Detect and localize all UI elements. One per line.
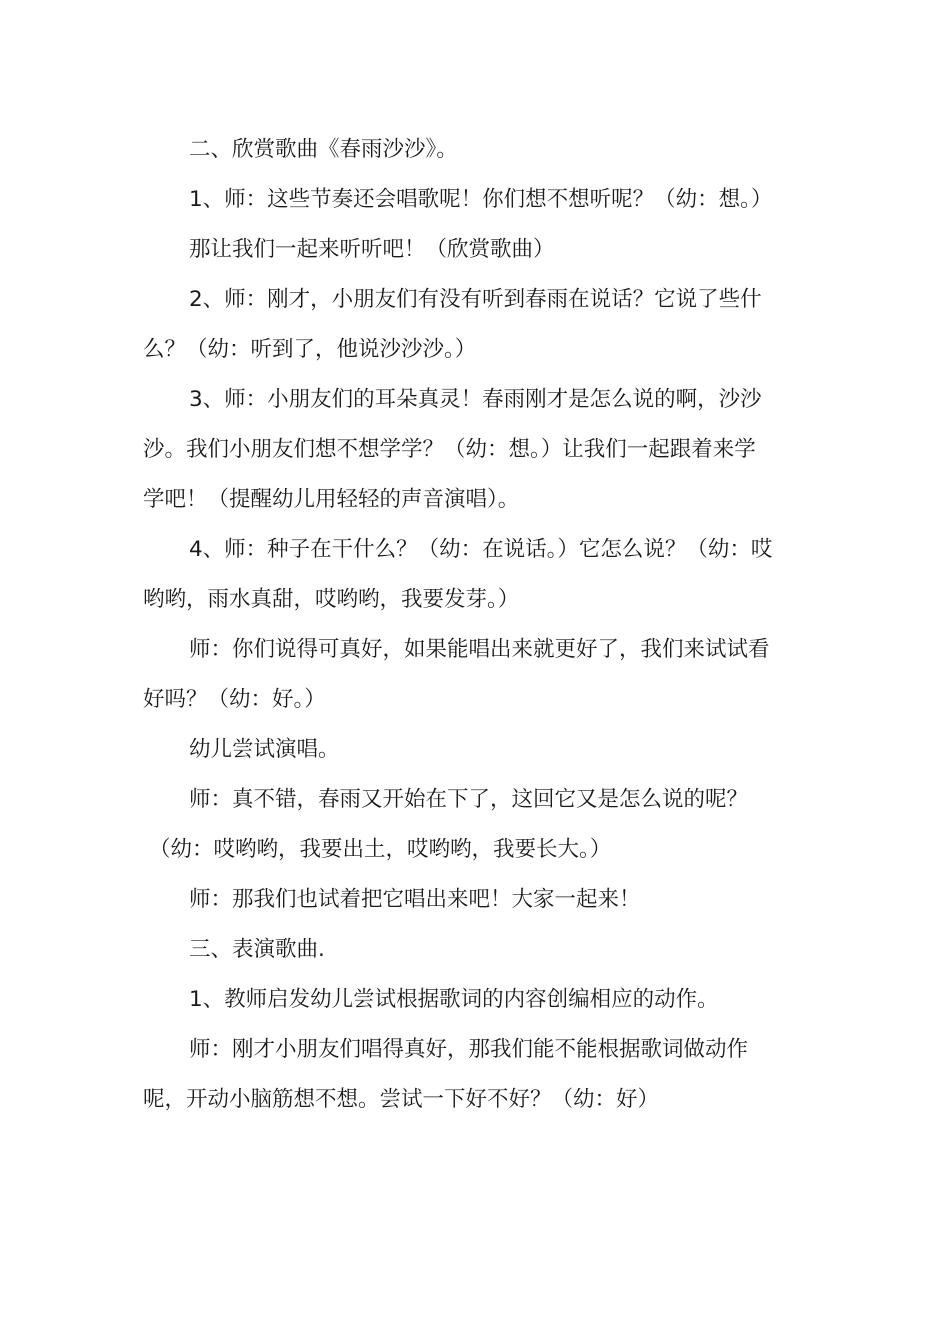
paragraph-line: 哟哟，雨水真甜，哎哟哟，我要发芽。）: [143, 587, 520, 612]
paragraph-line: 沙。我们小朋友们想不想学学？（幼：想。）让我们一起跟着来学: [143, 437, 756, 462]
paragraph-line: 1、师：这些节奏还会唱歌呢！你们想不想听呢？（幼：想。）: [189, 187, 773, 212]
paragraph-line: 4、师：种子在干什么？（幼：在说话。）它怎么说？（幼：哎: [189, 537, 773, 562]
paragraph-line: 那让我们一起来听听吧！（欣赏歌曲）: [189, 237, 555, 262]
paragraph-line: 呢，开动小脑筋想不想。尝试一下好不好？（幼：好）: [143, 1087, 660, 1112]
paragraph-line: 好吗？（幼：好。）: [143, 687, 326, 712]
paragraph-line: 幼儿尝试演唱。: [189, 737, 340, 762]
paragraph-line: 师：你们说得可真好，如果能唱出来就更好了，我们来试试看: [189, 637, 770, 662]
paragraph-line: 师：刚才小朋友们唱得真好，那我们能不能根据歌词做动作: [189, 1037, 749, 1062]
paragraph-line: 师：那我们也试着把它唱出来吧！大家一起来！: [189, 887, 641, 912]
paragraph-line: （幼：哎哟哟，我要出土，哎哟哟，我要长大。）: [149, 837, 612, 862]
paragraph-line: 3、师：小朋友们的耳朵真灵！春雨刚才是怎么说的啊，沙沙: [189, 387, 762, 412]
paragraph-line: 2、师：刚才，小朋友们有没有听到春雨在说话？它说了些什: [189, 287, 762, 312]
section-heading-2: 二、欣赏歌曲《春雨沙沙》。: [189, 137, 458, 162]
paragraph-line: 学吧！（提醒幼儿用轻轻的声音演唱）。: [143, 487, 520, 512]
paragraph-line: 么？（幼：听到了，他说沙沙沙。）: [143, 337, 477, 362]
section-heading-3: 三、表演歌曲.: [189, 937, 325, 962]
paragraph-line: 师：真不错，春雨又开始在下了，这回它又是怎么说的呢？: [189, 787, 749, 812]
paragraph-line: 1、教师启发幼儿尝试根据歌词的内容创编相应的动作。: [189, 987, 719, 1012]
